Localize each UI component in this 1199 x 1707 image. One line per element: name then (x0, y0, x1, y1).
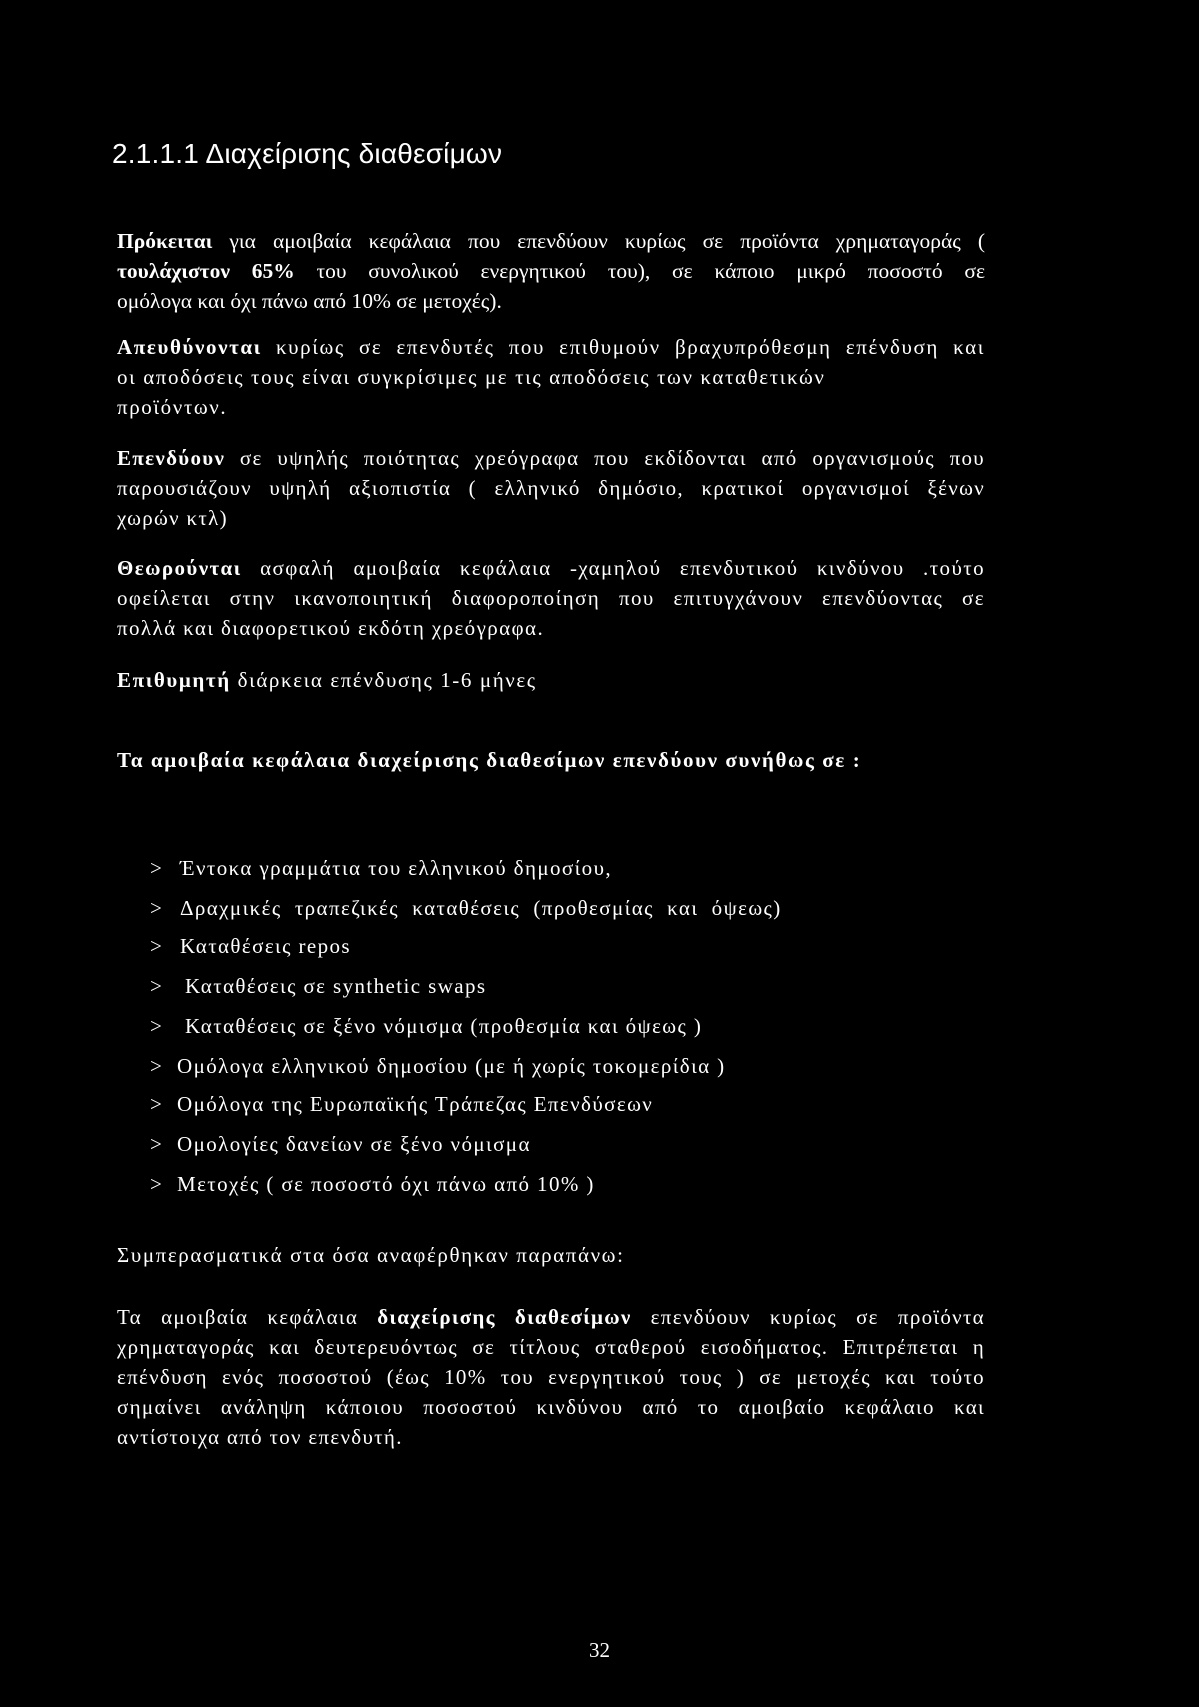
safe-line-3: πολλά και διαφορετικού εκδότη χρεόγραφα. (117, 616, 545, 640)
list-item (150, 1132, 531, 1157)
target-line-1 (117, 332, 985, 362)
intro-text-2: του συνολικού ενεργητικού του), σε κάποιο μικρό ποσοστό σε (294, 259, 985, 283)
duration-text: διάρκεια επένδυσης 1-6 μήνες (230, 668, 537, 692)
bullet-marker: > (150, 1172, 164, 1196)
conclusion-line-5: αντίστοιχα από τον επενδυτή. (117, 1425, 403, 1449)
list-item (150, 1054, 726, 1079)
target-line-3: προϊόντων. (117, 395, 228, 419)
list-item-text: Ομόλογα της Ευρωπαϊκής Τράπεζας Επενδύσεων (177, 1092, 654, 1116)
conclusion-text-1a: Τα αμοιβαία κεφάλαια (117, 1305, 378, 1329)
safe-line-2: οφείλεται στην ικανοποιητική διαφοροποίηση που επιτυγχάνουν επενδύοντας σε (117, 586, 985, 610)
bullet-marker: > (150, 896, 164, 920)
paragraph-target-investors (117, 332, 985, 422)
target-bold: Απευθύνονται (117, 335, 262, 359)
bullet-marker: > (150, 856, 164, 880)
list-item (150, 1014, 702, 1039)
list-item-text: Έντοκα γραμμάτια του ελληνικού δημοσίου, (180, 856, 613, 880)
paragraph-duration (117, 665, 985, 695)
list-item-text: Καταθέσεις σε ξένο νόμισμα (προθεσμία και όψεως ) (185, 1014, 703, 1038)
list-item-text: Καταθέσεις repos (180, 934, 351, 958)
list-item (150, 1092, 653, 1117)
list-item-text: Καταθέσεις σε synthetic swaps (185, 974, 487, 998)
intro-text-1: για αμοιβαία κεφάλαια που επενδύουν κυρίως σε προϊόντα χρηματαγοράς ( (212, 229, 985, 253)
list-item (150, 896, 782, 921)
conclusion-text-1b: επενδύουν κυρίως σε προϊόντα (631, 1305, 985, 1329)
list-item-text: Δραχμικές τραπεζικές καταθέσεις (προθεσμίας και όψεως) (180, 896, 782, 920)
bullet-marker: > (150, 934, 164, 958)
conclusion-bold: διαχείρισης διαθεσίμων (377, 1305, 632, 1329)
duration-bold: Επιθυμητή (117, 668, 231, 692)
paragraph-conclusion (117, 1302, 985, 1452)
list-item (150, 974, 486, 999)
conclusion-intro-line: Συμπερασματικά στα όσα αναφέρθηκαν παραπάνω: (117, 1243, 625, 1267)
intro-line-1 (117, 226, 985, 256)
conclusion-line-4: σημαίνει ανάληψη κάποιου ποσοστού κινδύνου από το αμοιβαίο κεφάλαιο και (117, 1395, 985, 1419)
paragraph-safe (117, 553, 985, 643)
invest-line-2: παρουσιάζουν υψηλή αξιοπιστία ( ελληνικό δημόσιο, κρατικοί οργανισμοί ξένων (117, 476, 985, 500)
invest-bold: Επενδύουν (117, 446, 226, 470)
intro-bold-percent: τουλάχιστον 65% (117, 259, 295, 283)
invest-line-3: χωρών κτλ) (117, 506, 228, 530)
list-intro-line (117, 745, 985, 775)
list-item-text: Ομόλογα ελληνικού δημοσίου (με ή χωρίς τοκομερίδια ) (177, 1054, 726, 1078)
list-item (150, 934, 351, 959)
conclusion-line-3: επένδυση ενός ποσοστού (έως 10% του ενεργητικού τους ) σε μετοχές και τούτο (117, 1365, 985, 1389)
bullet-marker: > (150, 1054, 164, 1078)
invest-line-1 (117, 443, 985, 473)
paragraph-conclusion-intro (117, 1240, 985, 1270)
bullet-marker: > (150, 1014, 164, 1038)
bullet-marker: > (150, 974, 164, 998)
section-heading: 2.1.1.1 Διαχείρισης διαθεσίμων (112, 138, 503, 169)
safe-text-1: ασφαλή αμοιβαία κεφάλαια -χαμηλού επενδυτικού κινδύνου .τούτο (241, 556, 985, 580)
safe-bold: Θεωρούνται (117, 556, 242, 580)
intro-line-2 (117, 256, 985, 286)
paragraph-intro (117, 226, 985, 316)
list-item (150, 856, 612, 881)
duration-line (117, 665, 985, 695)
bullet-marker: > (150, 1132, 164, 1156)
safe-line-1 (117, 553, 985, 583)
list-item-text: Μετοχές ( σε ποσοστό όχι πάνω από 10% ) (177, 1172, 595, 1196)
conclusion-line-2: χρηματαγοράς και δευτερευόντως σε τίτλους σταθερού εισοδήματος. Επιτρέπεται η (117, 1335, 985, 1359)
paragraph-invest-list-intro (117, 745, 985, 775)
target-text-1: κυρίως σε επενδυτές που επιθυμούν βραχυπρόθεσμη επένδυση και (261, 335, 985, 359)
list-item (150, 1172, 595, 1197)
intro-line-3: ομόλογα και όχι πάνω από 10% σε μετοχές). (117, 289, 502, 313)
list-intro-bold: Τα αμοιβαία κεφάλαια διαχείρισης διαθεσίμων επενδύουν συνήθως σε : (117, 748, 862, 772)
intro-bold-start: Πρόκειται (117, 229, 213, 253)
invest-text-1: σε υψηλής ποιότητας χρεόγραφα που εκδίδονται από οργανισμούς που (225, 446, 985, 470)
list-item-text: Ομολογίες δανείων σε ξένο νόμισμα (177, 1132, 531, 1156)
bullet-marker: > (150, 1092, 164, 1116)
paragraph-invest (117, 443, 985, 533)
page-number: 32 (589, 1638, 610, 1662)
target-line-2: οι αποδόσεις τους είναι συγκρίσιμες με τις αποδόσεις των καταθετικών (117, 365, 826, 389)
conclusion-line-1 (117, 1302, 985, 1332)
